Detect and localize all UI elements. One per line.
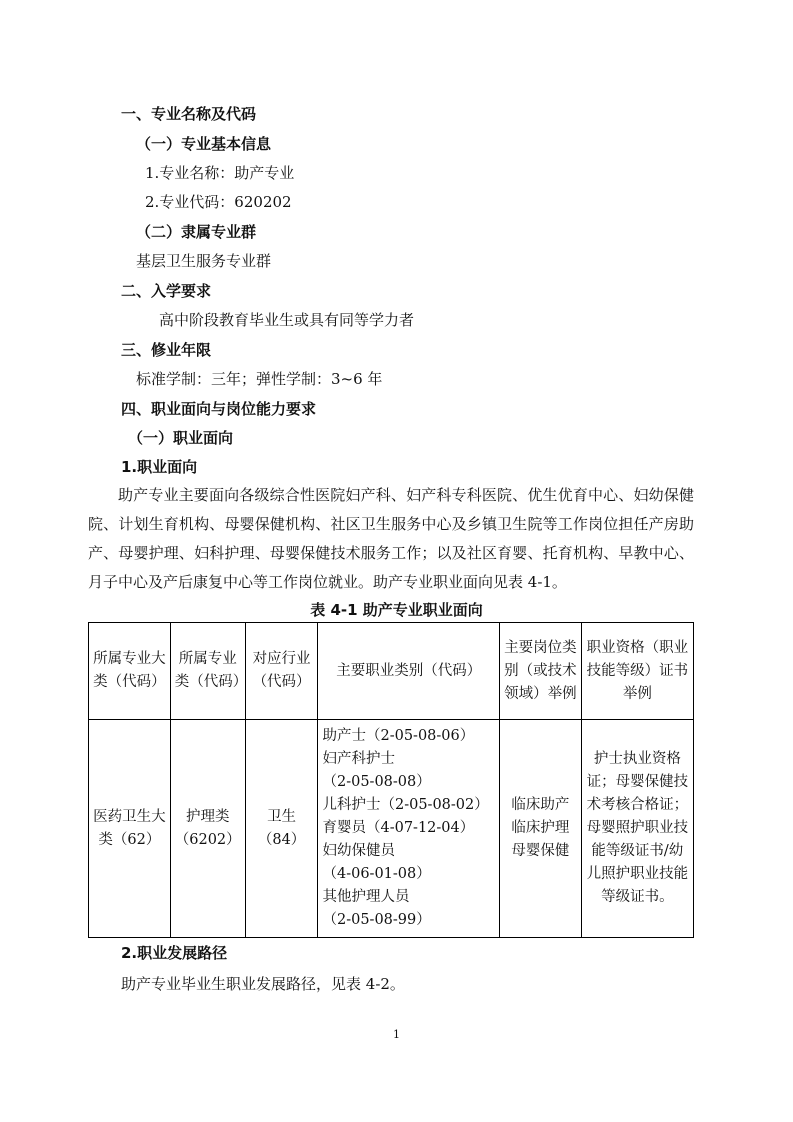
table-header-row [89, 623, 694, 720]
major-name: 1.专业名称：助产专业 [145, 164, 295, 182]
header-positions: 主要岗位类别（或技术领域）举例 [500, 623, 582, 720]
page-number: 1 [393, 1028, 400, 1041]
occupation-line: 妇幼保健员 [322, 843, 395, 859]
cell-subcategory: 护理类（6202） [170, 720, 245, 938]
occupation-line: （2-05-08-08） [322, 774, 431, 790]
cell-positions [500, 720, 582, 938]
path-text: 助产专业毕业生职业发展路径，见表 4-2。 [121, 975, 405, 993]
section-heading-entry: 二、入学要求 [121, 282, 212, 300]
header-category: 所属专业大类（代码） [89, 623, 171, 720]
years-text: 标准学制：三年；弹性学制：3~6 年 [136, 370, 383, 388]
occupation-line: （4-06-01-08） [322, 866, 431, 882]
header-subcategory: 所属专业类（代码） [170, 623, 245, 720]
subsection-heading-group: （二）隶属专业群 [136, 223, 257, 241]
header-certificates: 职业资格（职业技能等级）证书举例 [581, 623, 693, 720]
table-row [89, 720, 694, 938]
occupation-line: 助产士（2-05-08-06） [322, 728, 475, 744]
cell-category: 医药卫生大类（62） [89, 720, 171, 938]
section-heading-years: 三、修业年限 [121, 341, 212, 359]
item-heading-path: 2.职业发展路径 [121, 944, 228, 962]
occupation-table [88, 622, 694, 938]
item-heading-direction: 1.职业面向 [121, 458, 198, 476]
position-line: 临床护理 [511, 820, 570, 836]
cell-industry: 卫生（84） [245, 720, 318, 938]
subsection-heading-basic-info: （一）专业基本信息 [136, 135, 272, 153]
position-line: 母婴保健 [511, 843, 570, 859]
occupation-line: （2-05-08-99） [322, 912, 431, 928]
table-caption: 表 4-1 助产专业职业面向 [310, 601, 483, 619]
entry-text: 高中阶段教育毕业生或具有同等学力者 [159, 311, 415, 329]
cell-certificates: 护士执业资格证；母婴保健技术考核合格证；母婴照护职业技能等级证书/幼儿照护职业技能等级证书。 [581, 720, 693, 938]
section-heading-career: 四、职业面向与岗位能力要求 [121, 400, 317, 418]
position-line: 临床助产 [511, 797, 570, 813]
occupation-line: 育婴员（4-07-12-04） [322, 820, 475, 836]
group-text: 基层卫生服务专业群 [136, 252, 272, 270]
cell-occupations [318, 720, 500, 938]
occupation-line: 其他护理人员 [322, 889, 410, 905]
direction-paragraph: 助产专业主要面向各级综合性医院妇产科、妇产科专科医院、优生优育中心、妇幼保健院、计划生育机构、母婴保健机构、社区卫生服务中心及乡镇卫生院等工作岗位担任产房助产、母婴护理、妇科护理、母婴保健技术服务工作；以及社区育婴、托育机构、早教中心、月子中心及产后康复中心等工作岗位就业。助产专业职业面向见表 4-1。 [88, 486, 694, 591]
occupation-line: 儿科护士（2-05-08-02） [322, 797, 489, 813]
header-industry: 对应行业（代码） [245, 623, 318, 720]
occupation-line: 妇产科护士 [322, 751, 395, 767]
section-heading-major: 一、专业名称及代码 [121, 105, 257, 123]
header-occupation: 主要职业类别（代码） [318, 623, 500, 720]
subsection-heading-direction: （一）职业面向 [128, 429, 234, 447]
major-code: 2.专业代码：620202 [145, 193, 292, 211]
